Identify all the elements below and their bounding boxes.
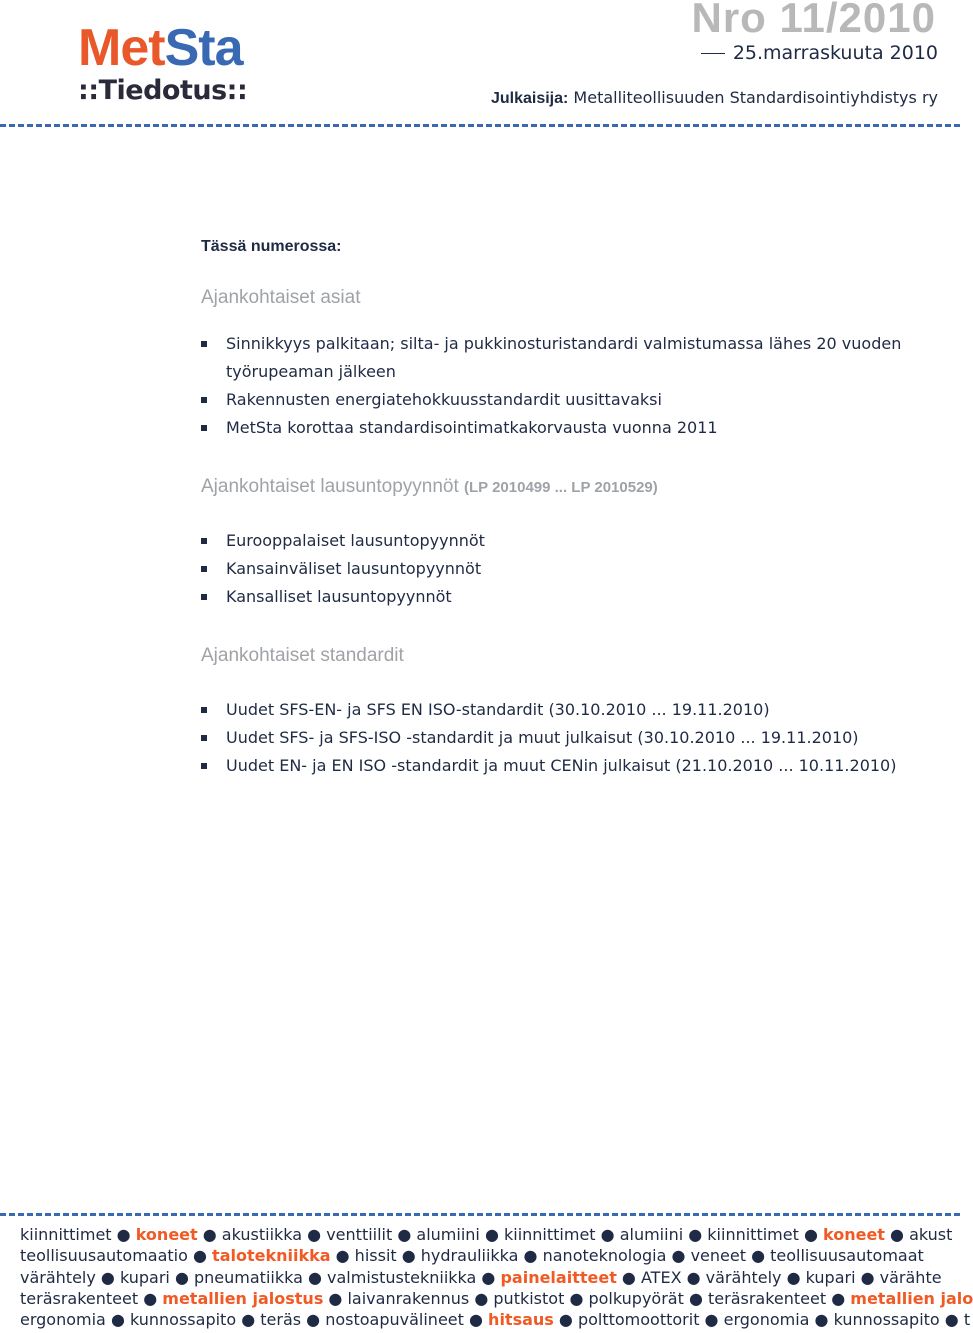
header-divider (0, 124, 960, 127)
issue-date: 25.marraskuuta 2010 (701, 42, 938, 64)
keyword-text: ● laivanrakennus ● putkistot ● polkupyörät ● teräsrakenteet ● (323, 1288, 851, 1308)
keyword-text: teollisuusautomaatio ● (20, 1246, 213, 1266)
keyword-text: ● akust (884, 1225, 953, 1244)
keyword-highlight: metallien jalostus (162, 1288, 324, 1308)
keyword-highlight: metallien jalo (850, 1288, 973, 1308)
keyword-text: ergonomia ● kunnossapito ● teräs ● nostoapuvälineet ● (20, 1310, 489, 1330)
keyword-row (20, 1309, 971, 1330)
keyword-highlight: koneet (823, 1225, 885, 1244)
section-heading-current-news: Ajankohtaiset asiat (201, 287, 361, 308)
contents-title: Tässä numerossa: (201, 238, 342, 255)
keyword-highlight: talotekniikka (212, 1246, 331, 1266)
consultation-range: (LP 2010499 ... LP 2010529) (464, 479, 658, 496)
section-heading-consultations: Ajankohtaiset lausuntopyynnöt (LP 2010499 ... LP 2010529) (201, 476, 658, 497)
keyword-row (20, 1288, 973, 1309)
footer-divider (0, 1213, 960, 1216)
keyword-text: ● hissit ● hydrauliikka ● nanoteknologia ● veneet ● teollisuusautomaat (330, 1246, 924, 1266)
keyword-text: ● akustiikka ● venttiilit ● alumiini ● kiinnittimet ● alumiini ● kiinnittimet ● (197, 1225, 823, 1244)
list-item[interactable]: Uudet SFS- ja SFS-ISO -standardit ja muut julkaisut (30.10.2010 ... 19.11.2010) (201, 724, 921, 752)
list-item[interactable]: Kansalliset lausuntopyynnöt (201, 583, 921, 611)
keyword-highlight: painelaitteet (500, 1267, 617, 1287)
keyword-highlight: koneet (135, 1225, 198, 1244)
list-item[interactable]: Uudet EN- ja EN ISO -standardit ja muut CENin julkaisut (21.10.2010 ... 10.11.2010) (201, 752, 921, 780)
keyword-text: ● polttomoottorit ● ergonomia ● kunnossapito ● t (553, 1310, 971, 1330)
section-heading-standards: Ajankohtaiset standardit (201, 645, 404, 666)
standards-list (201, 696, 921, 780)
keyword-text: kiinnittimet ● (20, 1225, 136, 1244)
publisher-line (491, 88, 938, 108)
publisher-label: Julkaisija: (490, 90, 569, 107)
issue-number: Nro 11/2010 (691, 0, 936, 41)
date-dash (701, 53, 725, 54)
keyword-text: teräsrakenteet ● (20, 1288, 163, 1308)
list-item[interactable]: Rakennusten energiatehokkuusstandardit uusittavaksi (201, 386, 921, 414)
consultations-list (201, 527, 921, 611)
keyword-row (20, 1267, 960, 1288)
list-item[interactable]: Uudet SFS-EN- ja SFS EN ISO-standardit (30.10.2010 ... 19.11.2010) (201, 696, 921, 724)
keyword-row (20, 1224, 960, 1245)
list-item[interactable]: Eurooppalaiset lausuntopyynnöt (201, 527, 921, 555)
publisher-name: Metalliteollisuuden Standardisointiyhdistys ry (573, 88, 938, 107)
keyword-text: ● ATEX ● värähtely ● kupari ● värähte (616, 1267, 942, 1287)
keyword-row (20, 1245, 960, 1266)
current-news-list (201, 330, 921, 442)
metsta-tiedotus-logo (78, 19, 258, 112)
list-item[interactable]: Sinnikkyys palkitaan; silta- ja pukkinosturistandardi valmistumassa lähes 20 vuoden työrupeaman jälkeen (201, 330, 921, 386)
keyword-band (20, 1224, 973, 1330)
keyword-highlight: hitsaus (488, 1310, 554, 1330)
list-item[interactable]: Kansainväliset lausuntopyynnöt (201, 555, 921, 583)
list-item[interactable]: MetSta korottaa standardisointimatkakorvausta vuonna 2011 (201, 414, 921, 442)
logo-wordmark: MetSta (78, 19, 243, 77)
keyword-text: värähtely ● kupari ● pneumatiikka ● valmistustekniikka ● (20, 1267, 501, 1287)
logo-subtitle: ::Tiedotus:: (78, 75, 248, 106)
